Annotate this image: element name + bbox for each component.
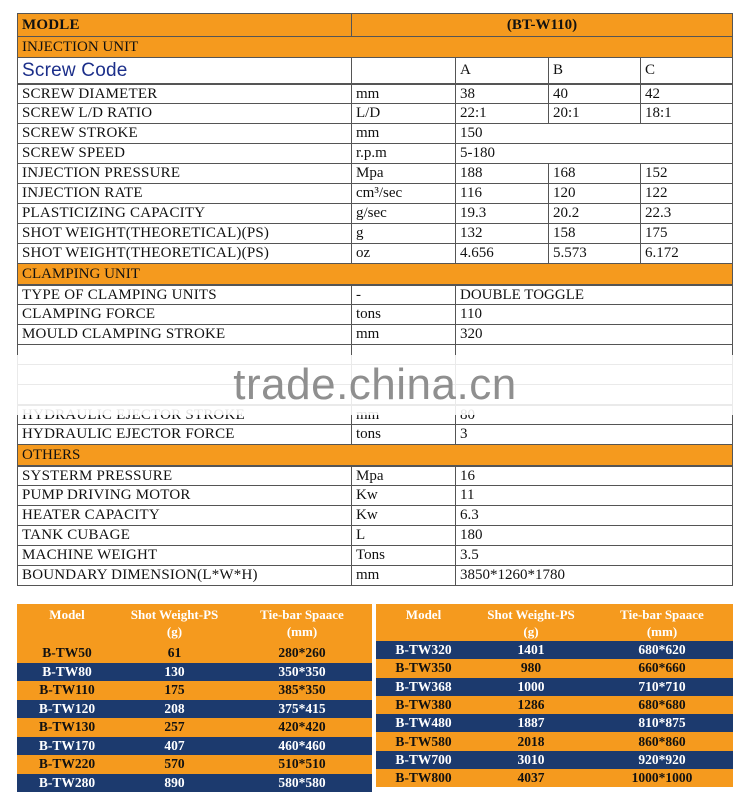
table-row	[17, 737, 372, 756]
param-name: SCREW DIAMETER	[18, 85, 352, 103]
param-unit: L/D	[352, 104, 456, 123]
spec-row	[17, 425, 733, 445]
model-name: B-TW580	[395, 733, 452, 749]
param-unit: mm	[352, 325, 456, 344]
model-name: B-TW350	[395, 660, 452, 676]
table-row	[17, 774, 372, 793]
value-b: 120	[549, 184, 641, 203]
param-unit: mm	[352, 566, 456, 585]
modle-label: MODLE	[18, 14, 352, 36]
shot-weight: 980	[520, 660, 542, 676]
screw-code-a: A	[456, 58, 549, 83]
table-row	[376, 714, 733, 732]
param-unit: Kw	[352, 486, 456, 505]
models-header	[17, 604, 372, 644]
spec-row	[17, 325, 733, 345]
param-value: 180	[460, 527, 483, 543]
model-name: B-TW700	[395, 751, 452, 767]
model-col-header: Model	[405, 607, 442, 622]
model-name: B-TW50	[42, 645, 92, 661]
value-c: 152	[645, 165, 668, 181]
param-name: PLASTICIZING CAPACITY	[18, 204, 352, 223]
model-name: B-TW320	[395, 642, 452, 658]
spec-row	[17, 84, 733, 104]
section-title: CLAMPING UNIT	[22, 265, 140, 282]
model-value: (BT-W110)	[506, 16, 578, 33]
model-name: B-TW130	[38, 719, 96, 735]
param-name: SHOT WEIGHT(THEORETICAL)(PS)	[18, 224, 352, 243]
screw-code-row	[17, 58, 733, 84]
table-row	[376, 641, 733, 659]
param-value: 150	[460, 125, 483, 141]
spec-row	[17, 305, 733, 325]
param-value: 3850*1260*1780	[460, 567, 565, 583]
clamping-rows	[17, 285, 733, 345]
param-unit: Mpa	[352, 467, 456, 485]
param-value: 5-180	[460, 145, 495, 161]
param-name: TANK CUBAGE	[18, 526, 352, 545]
param-name: SCREW STROKE	[18, 124, 352, 143]
section-injection-unit	[17, 37, 733, 58]
param-unit: Kw	[352, 506, 456, 525]
model-name: B-TW380	[395, 697, 452, 713]
watermark	[0, 355, 750, 415]
param-value: 3	[460, 426, 468, 442]
models-header	[376, 604, 733, 641]
tiebar-space: 375*415	[278, 700, 326, 716]
spec-row	[17, 486, 733, 506]
other-rows	[17, 466, 733, 586]
param-name: SHOT WEIGHT(THEORETICAL)(PS)	[18, 244, 352, 263]
table-row	[376, 659, 733, 677]
model-name: B-TW170	[38, 737, 96, 753]
value-c: 18:1	[645, 105, 672, 121]
spec-table	[17, 13, 733, 586]
param-unit: Mpa	[352, 164, 456, 183]
param-name: CLAMPING FORCE	[18, 305, 352, 324]
param-unit: L	[352, 526, 456, 545]
table-row	[17, 644, 372, 663]
model-name: B-TW220	[38, 756, 96, 772]
value-a: 38	[456, 85, 549, 103]
spec-row	[17, 566, 733, 586]
param-name: HYDRAULIC EJECTOR FORCE	[18, 425, 352, 444]
param-unit: g	[352, 224, 456, 243]
table-row	[376, 678, 733, 696]
tiebar-space: 280*260	[278, 645, 326, 661]
param-name: INJECTION PRESSURE	[18, 164, 352, 183]
param-unit: tons	[352, 425, 456, 444]
table-row	[17, 700, 372, 719]
section-title: INJECTION UNIT	[22, 38, 139, 55]
value-b: 168	[549, 164, 641, 183]
spec-row	[17, 244, 733, 264]
value-a: 19.3	[456, 204, 549, 223]
model-col-header: Model	[49, 607, 85, 622]
section-others	[17, 445, 733, 466]
param-name: MOULD CLAMPING STROKE	[18, 325, 352, 344]
shot-weight: 4037	[517, 770, 545, 786]
model-name: B-TW800	[395, 770, 452, 786]
param-value: DOUBLE TOGGLE	[460, 286, 585, 303]
param-value: 16	[460, 467, 475, 484]
section-clamping-unit	[17, 264, 733, 285]
value-c: 122	[645, 185, 668, 201]
tiebar-space: 860*860	[638, 733, 686, 749]
param-unit: cm³/sec	[352, 184, 456, 203]
spec-row	[17, 124, 733, 144]
spec-row	[17, 164, 733, 184]
shot-weight: 1000	[517, 678, 545, 694]
param-unit: mm	[352, 85, 456, 103]
value-b: 158	[549, 224, 641, 243]
shot-weight: 1401	[517, 642, 545, 658]
tiebar-space: 920*920	[638, 751, 686, 767]
screw-code-unit	[352, 58, 456, 83]
spec-row	[17, 184, 733, 204]
param-unit: oz	[352, 244, 456, 263]
spec-row	[17, 546, 733, 566]
param-name: MACHINE WEIGHT	[18, 546, 352, 565]
shot-weight: 407	[164, 737, 185, 753]
shot-weight: 3010	[517, 751, 545, 767]
tiebar-space: 810*875	[638, 715, 686, 731]
tiebar-space: 680*620	[638, 642, 686, 658]
param-name: HEATER CAPACITY	[18, 506, 352, 525]
param-value: 110	[460, 306, 482, 322]
value-c: 22.3	[645, 205, 672, 221]
value-b: 20:1	[549, 104, 641, 123]
models-table-left	[17, 604, 372, 792]
table-row	[376, 751, 733, 769]
tiebar-space: 420*420	[278, 719, 326, 735]
param-name: SYSTERM PRESSURE	[18, 467, 352, 485]
param-unit: tons	[352, 305, 456, 324]
tiebar-space: 710*710	[638, 678, 686, 694]
injection-rows	[17, 84, 733, 264]
param-value: 11	[460, 487, 475, 503]
shot-weight: 2018	[517, 733, 545, 749]
model-name: B-TW80	[42, 663, 92, 679]
table-row	[376, 769, 733, 787]
value-c: 175	[645, 225, 668, 241]
tiebar-space: 350*350	[278, 663, 326, 679]
spec-row	[17, 285, 733, 305]
param-unit: g/sec	[352, 204, 456, 223]
spec-row	[17, 526, 733, 546]
spec-row	[17, 104, 733, 124]
table-row	[17, 663, 372, 682]
spec-row	[17, 224, 733, 244]
spec-row	[17, 204, 733, 224]
model-name: B-TW480	[395, 715, 452, 731]
spec-row	[17, 506, 733, 526]
param-unit: r.p.m	[352, 144, 456, 163]
param-name: TYPE OF CLAMPING UNITS	[18, 286, 352, 304]
value-b: 40	[549, 85, 641, 103]
table-row	[17, 718, 372, 737]
tiebar-space: 580*580	[278, 774, 326, 790]
value-a: 22:1	[456, 104, 549, 123]
shot-weight: 1887	[517, 715, 545, 731]
model-name: B-TW120	[38, 700, 96, 716]
param-unit: Tons	[352, 546, 456, 565]
param-value: 320	[460, 326, 483, 342]
section-title: OTHERS	[22, 446, 81, 463]
value-a: 4.656	[456, 244, 549, 263]
tiebar-space: 1000*1000	[631, 770, 693, 786]
model-name: B-TW110	[39, 682, 95, 698]
table-row	[17, 681, 372, 700]
shot-weight: 61	[167, 645, 182, 661]
value-c: 42	[645, 85, 660, 102]
models-table-right	[376, 604, 733, 787]
shot-col-header: Shot Weight-PS (g)	[130, 607, 219, 639]
param-name: SCREW SPEED	[18, 144, 352, 163]
tiebar-col-header: Tie-bar Spaace (mm)	[620, 607, 704, 639]
shot-weight: 130	[164, 663, 185, 679]
screw-code-b: B	[549, 58, 641, 83]
tiebar-space: 460*460	[278, 737, 326, 753]
tiebar-col-header: Tie-bar Spaace (mm)	[260, 607, 344, 639]
table-row	[376, 732, 733, 750]
value-c: 6.172	[645, 245, 679, 261]
shot-weight: 208	[164, 700, 185, 716]
value-a: 116	[456, 184, 549, 203]
param-name: SCREW L/D RATIO	[18, 104, 352, 123]
table-row	[376, 696, 733, 714]
tiebar-space: 680*680	[638, 697, 686, 713]
table-row	[17, 755, 372, 774]
value-a: 188	[456, 164, 549, 183]
param-name: BOUNDARY DIMENSION(L*W*H)	[18, 566, 352, 585]
shot-weight: 1286	[517, 697, 545, 713]
tiebar-space: 385*350	[278, 682, 326, 698]
param-unit: mm	[352, 124, 456, 143]
screw-code-label: Screw Code	[18, 58, 352, 83]
value-b: 20.2	[549, 204, 641, 223]
tiebar-space: 510*510	[278, 756, 326, 772]
shot-weight: 890	[164, 774, 185, 790]
screw-code-c: C	[645, 62, 656, 78]
param-value: 6.3	[460, 507, 479, 523]
param-name: INJECTION RATE	[18, 184, 352, 203]
model-name: B-TW368	[395, 678, 452, 694]
shot-weight: 570	[164, 756, 185, 772]
value-b: 5.573	[549, 244, 641, 263]
shot-weight: 257	[164, 719, 185, 735]
tiebar-space: 660*660	[638, 660, 686, 676]
watermark-text: trade.china.cn	[233, 360, 517, 409]
shot-col-header: Shot Weight-PS (g)	[487, 607, 575, 639]
param-name: PUMP DRIVING MOTOR	[18, 486, 352, 505]
model-name: B-TW280	[38, 774, 96, 790]
spec-header-row	[17, 13, 733, 37]
spec-row	[17, 466, 733, 486]
param-unit: -	[352, 286, 456, 304]
spec-row	[17, 144, 733, 164]
value-a: 132	[456, 224, 549, 243]
shot-weight: 175	[164, 682, 185, 698]
param-value: 3.5	[460, 547, 479, 563]
